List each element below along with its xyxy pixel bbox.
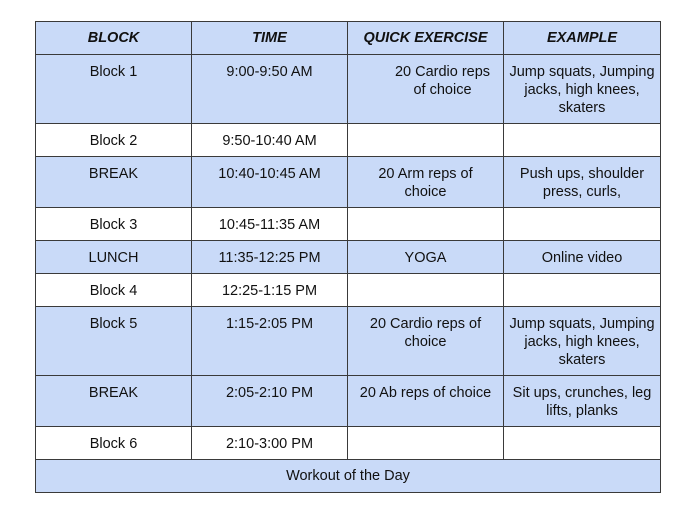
exercise-cell (348, 274, 504, 307)
example-cell: Push ups, shoulder press, curls, (504, 157, 661, 208)
time-cell: 12:25-1:15 PM (192, 274, 348, 307)
exercise-cell: 20 Cardio reps of choice (348, 55, 504, 124)
block-cell: Block 3 (36, 208, 192, 241)
time-cell: 2:10-3:00 PM (192, 427, 348, 460)
exercise-cell: YOGA (348, 241, 504, 274)
table-row (36, 376, 661, 427)
header-block: BLOCK (36, 22, 192, 55)
example-cell (504, 124, 661, 157)
block-cell: BREAK (36, 376, 192, 427)
table-row (36, 157, 661, 208)
time-cell: 9:50-10:40 AM (192, 124, 348, 157)
time-cell: 9:00-9:50 AM (192, 55, 348, 124)
exercise-cell: 20 Ab reps of choice (348, 376, 504, 427)
exercise-cell: 20 Arm reps of choice (348, 157, 504, 208)
block-cell: LUNCH (36, 241, 192, 274)
footer-row (36, 460, 661, 493)
table-row (36, 124, 661, 157)
time-cell: 10:45-11:35 AM (192, 208, 348, 241)
exercise-cell (348, 427, 504, 460)
block-cell: Block 2 (36, 124, 192, 157)
table-row (36, 241, 661, 274)
header-row (36, 22, 661, 55)
table-row (36, 427, 661, 460)
table-row (36, 208, 661, 241)
exercise-cell: 20 Cardio reps of choice (348, 307, 504, 376)
example-cell: Sit ups, crunches, leg lifts, planks (504, 376, 661, 427)
example-cell: Online video (504, 241, 661, 274)
example-cell (504, 274, 661, 307)
table-row (36, 307, 661, 376)
block-cell: Block 1 (36, 55, 192, 124)
header-example: EXAMPLE (504, 22, 661, 55)
block-cell: Block 6 (36, 427, 192, 460)
exercise-cell (348, 124, 504, 157)
time-cell: 1:15-2:05 PM (192, 307, 348, 376)
block-cell: Block 4 (36, 274, 192, 307)
example-cell: Jump squats, Jumping jacks, high knees, skaters (504, 55, 661, 124)
block-cell: Block 5 (36, 307, 192, 376)
table-row (36, 55, 661, 124)
schedule-table (35, 21, 661, 493)
example-cell: Jump squats, Jumping jacks, high knees, skaters (504, 307, 661, 376)
footer-label: Workout of the Day (36, 460, 661, 493)
example-cell (504, 208, 661, 241)
example-cell (504, 427, 661, 460)
header-time: TIME (192, 22, 348, 55)
time-cell: 10:40-10:45 AM (192, 157, 348, 208)
exercise-cell (348, 208, 504, 241)
header-quick-exercise: QUICK EXERCISE (348, 22, 504, 55)
time-cell: 11:35-12:25 PM (192, 241, 348, 274)
time-cell: 2:05-2:10 PM (192, 376, 348, 427)
block-cell: BREAK (36, 157, 192, 208)
table-row (36, 274, 661, 307)
